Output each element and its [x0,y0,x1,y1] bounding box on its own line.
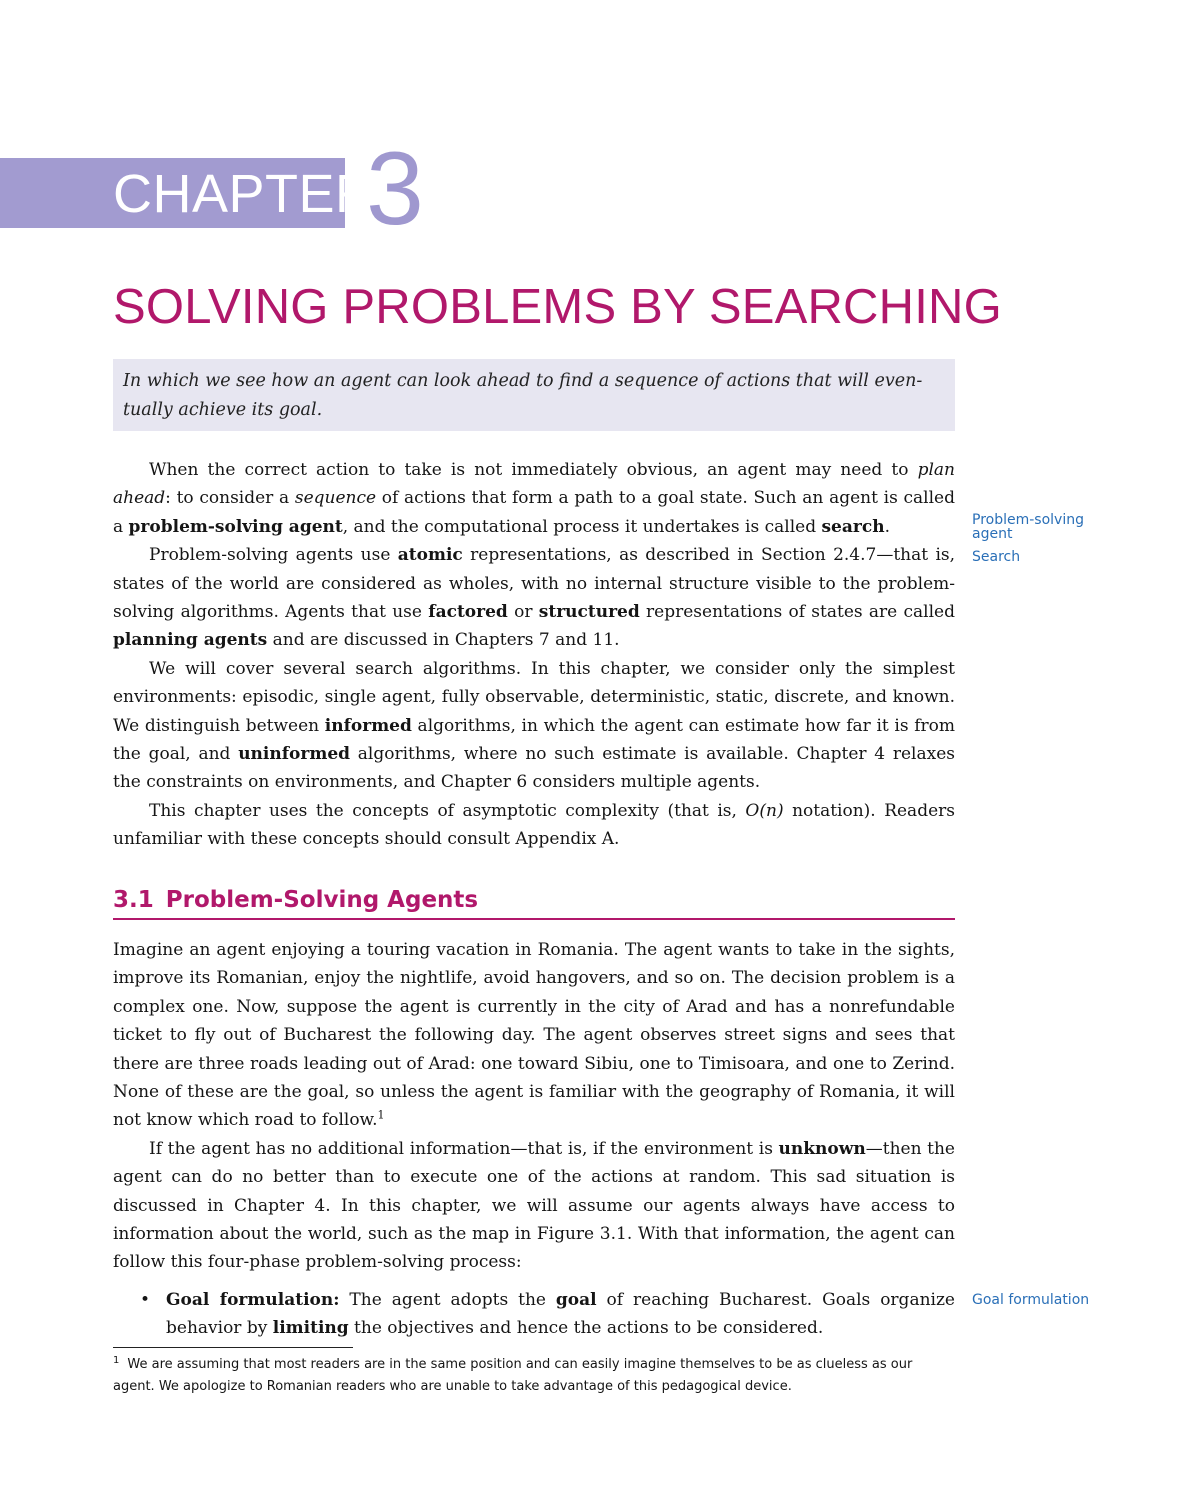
section-heading [113,884,955,920]
bullet-mark: • [140,1290,151,1310]
epigraph-line-2: tually achieve its goal. [123,400,323,420]
bullet-label: Goal formulation: [166,1290,340,1310]
margin-note-problem-solving-agent: Problem-solving agent [972,512,1084,542]
intro-paragraph-3: We will cover several search algorithms. In this chapter, we consider only the simplest environments: episodic, single agent, fully observable, deterministic, static, discrete, and known. We distinguish between informed algorithms, in which the agent can estimate how far it is from the goal, and uninformed algorithms, where no such estimate is available. Chapter 4 relaxes the constraints on environments, and Chapter 6 considers multiple agents. [113,658,955,793]
section-number: 3.1 [113,887,154,913]
footnote-text: We are assuming that most readers are in the same position and can easily imagine themselves to be as clueless as our agent. We apologize to Romanian readers who are unable to take advantage of this pedagogical device. [113,1357,913,1394]
chapter-number: 3 [366,131,424,247]
footnote-rule [113,1347,353,1348]
section-paragraph-1: Imagine an agent enjoying a touring vacation in Romania. The agent wants to take in the sights, improve its Romanian, enjoy the nightlife, avoid hangovers, and so on. The decision problem is a complex one. Now, suppose the agent is currently in the city of Arad and has a nonrefundable ticket to fly out of Bucharest the following day. The agent observes street signs and sees that there are three roads leading out of Arad: one toward Sibiu, one to Timisoara, and one to Zerind. None of these are the goal, so unless the agent is familiar with the geography of Romania, it will not know which road to follow.$^1$ [113,940,955,1131]
epigraph-line-1: In which we see how an agent can look ahead to find a sequence of actions that will even- [123,371,923,391]
section-paragraph-2: If the agent has no additional information—that is, if the environment is unknown—then the agent can do no better than to execute one of the actions at random. This sad situation is discussed in Chapter 4. In this chapter, we will assume our agents always have access to information about the world, such as the map in Figure 3.1. With that information, the agent can follow this four-phase problem-solving process: [113,1138,955,1273]
footnote [113,1354,955,1398]
section-title: Problem-Solving Agents [165,887,479,913]
chapter-epigraph [113,359,955,431]
intro-text [113,456,955,854]
term-search: search [821,516,885,537]
term-problem-solving-agent: problem-solving agent [128,516,343,537]
section-text [113,936,955,1277]
margin-note-goal-formulation: Goal formulation [972,1292,1090,1308]
chapter-label: CHAPTER [113,164,375,224]
margin-note-search: Search [972,549,1021,565]
intro-paragraph-4: This chapter uses the concepts of asymptotic complexity (that is, O(n) notation). Readers unfamiliar with these concepts should consult Appendix A. [113,800,955,850]
bullet-goal-formulation: • Goal formulation: The agent adopts the goal of reaching Bucharest. Goals organize behavior by limiting the objectives and hence the actions to be considered. [140,1286,955,1343]
footnote-reference[interactable]: 1 [377,1108,385,1122]
intro-paragraph-2: Problem-solving agents use atomic representations, as described in Section 2.4.7—that is, states of the world are considered as wholes, with no internal structure visible to the problem-solving algorithms. Agents that use factored or structured representations of states are called planning agents and are discussed in Chapters 7 and 11. [113,545,956,651]
chapter-title: SOLVING PROBLEMS BY SEARCHING [113,280,1002,334]
intro-paragraph-1: When the correct action to take is not immediately obvious, an agent may need to plan ahead: to consider a sequence of actions that form a path to a goal state. Such an agent is called a problem-solving agent, and the computational process it undertakes is called search. [113,460,955,537]
footnote-mark: 1 [113,1354,120,1366]
